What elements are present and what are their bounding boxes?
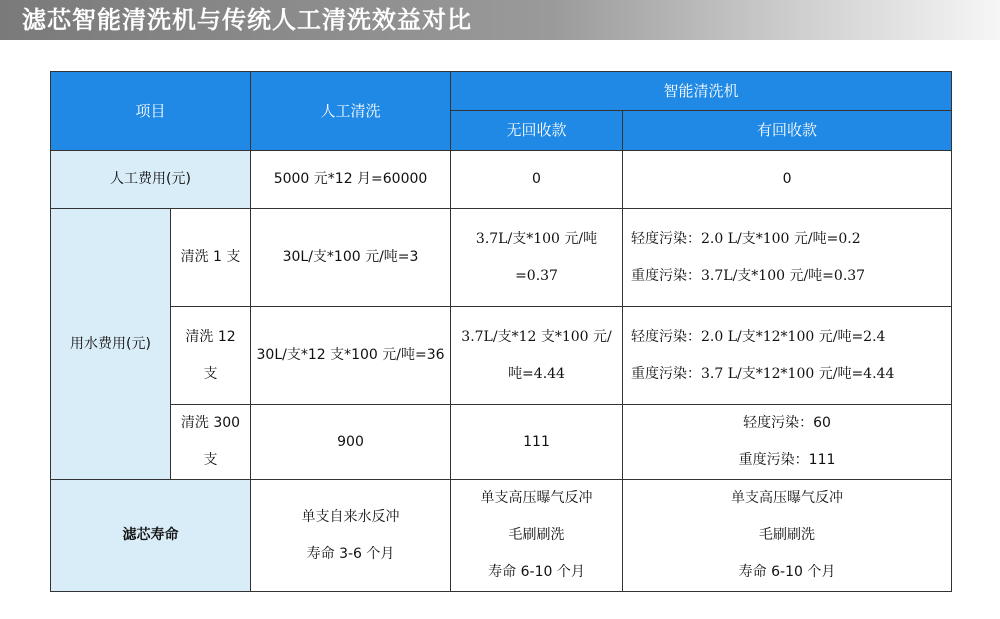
water-row-1-no-recovery-line: 3.7L/支*100 元/吨 (475, 230, 598, 247)
header-smart: 智能清洗机 (451, 72, 952, 111)
page-title: 滤芯智能清洗机与传统人工清洗效益对比 (22, 6, 472, 34)
header-manual: 人工清洗 (251, 72, 451, 151)
water-label: 用水费用(元) (51, 209, 171, 480)
water-row-1-no-recovery-line: =0.37 (515, 267, 558, 284)
header-item: 项目 (51, 72, 251, 151)
life-manual-line: 单支自来水反冲 (301, 508, 400, 525)
water-row-2-with-recovery-line: 重度污染：3.7 L/支*12*100 元/吨=4.44 (631, 365, 895, 382)
life-with-recovery-line: 毛刷刷洗 (759, 527, 816, 543)
water-row-1-with-recovery-line: 轻度污染：2.0 L/支*100 元/吨=0.2 (631, 230, 861, 247)
water-row-3-label-line: 支 (203, 452, 218, 468)
life-manual (251, 480, 451, 592)
labor-with-recovery: 0 (623, 151, 952, 209)
life-with-recovery-line: 寿命 6-10 个月 (738, 564, 836, 580)
water-row-2-manual: 30L/支*12 支*100 元/吨=36 (251, 307, 451, 405)
water-row-1-label-line: 清洗 1 支 (180, 249, 241, 265)
water-row-2-label-line: 支 (203, 365, 218, 382)
life-no-recovery-line: 寿命 6-10 个月 (488, 564, 585, 580)
comparison-table (50, 71, 952, 592)
water-row-3-no-recovery (451, 405, 623, 480)
labor-label: 人工费用(元) (51, 151, 251, 209)
water-row-3-manual: 900 (251, 405, 451, 480)
header-no-recovery: 无回收款 (451, 111, 623, 151)
water-row-1-with-recovery (623, 209, 952, 307)
water-row-3-label-line: 清洗 300 (180, 415, 241, 431)
water-row-1-manual: 30L/支*100 元/吨=3 (251, 209, 451, 307)
water-row-3-label (171, 405, 251, 480)
water-row-2-with-recovery (623, 307, 952, 405)
water-row-3-with-recovery (623, 405, 952, 480)
life-no-recovery-line: 单支高压曝气反冲 (480, 490, 593, 506)
water-row-1-no-recovery (451, 209, 623, 307)
water-row-2-no-recovery (451, 307, 623, 405)
life-manual-line: 寿命 3-6 个月 (306, 545, 395, 562)
life-no-recovery (451, 480, 623, 592)
water-row-3-no-recovery-line: 111 (523, 433, 550, 450)
life-label: 滤芯寿命 (51, 480, 251, 592)
labor-no-recovery: 0 (451, 151, 623, 209)
header-with-recovery: 有回收款 (623, 111, 952, 151)
water-row-2-no-recovery-line: 吨=4.44 (508, 365, 565, 382)
life-with-recovery-line: 单支高压曝气反冲 (731, 490, 844, 506)
water-row-1-with-recovery-line: 重度污染：3.7L/支*100 元/吨=0.37 (631, 267, 866, 284)
water-row-3-with-recovery-line: 轻度污染：60 (743, 415, 831, 431)
water-row-2-label-line: 清洗 12 (185, 328, 236, 345)
water-row-2-label (171, 307, 251, 405)
water-row-1-label (171, 209, 251, 307)
water-row-3-with-recovery-line: 重度污染：111 (738, 452, 836, 468)
water-row-2-no-recovery-line: 3.7L/支*12 支*100 元/ (461, 328, 612, 345)
life-with-recovery (623, 480, 952, 592)
labor-manual: 5000 元*12 月=60000 (251, 151, 451, 209)
water-row-2-with-recovery-line: 轻度污染：2.0 L/支*12*100 元/吨=2.4 (631, 328, 886, 345)
title-bar (0, 0, 1000, 40)
life-no-recovery-line: 毛刷刷洗 (508, 527, 565, 543)
